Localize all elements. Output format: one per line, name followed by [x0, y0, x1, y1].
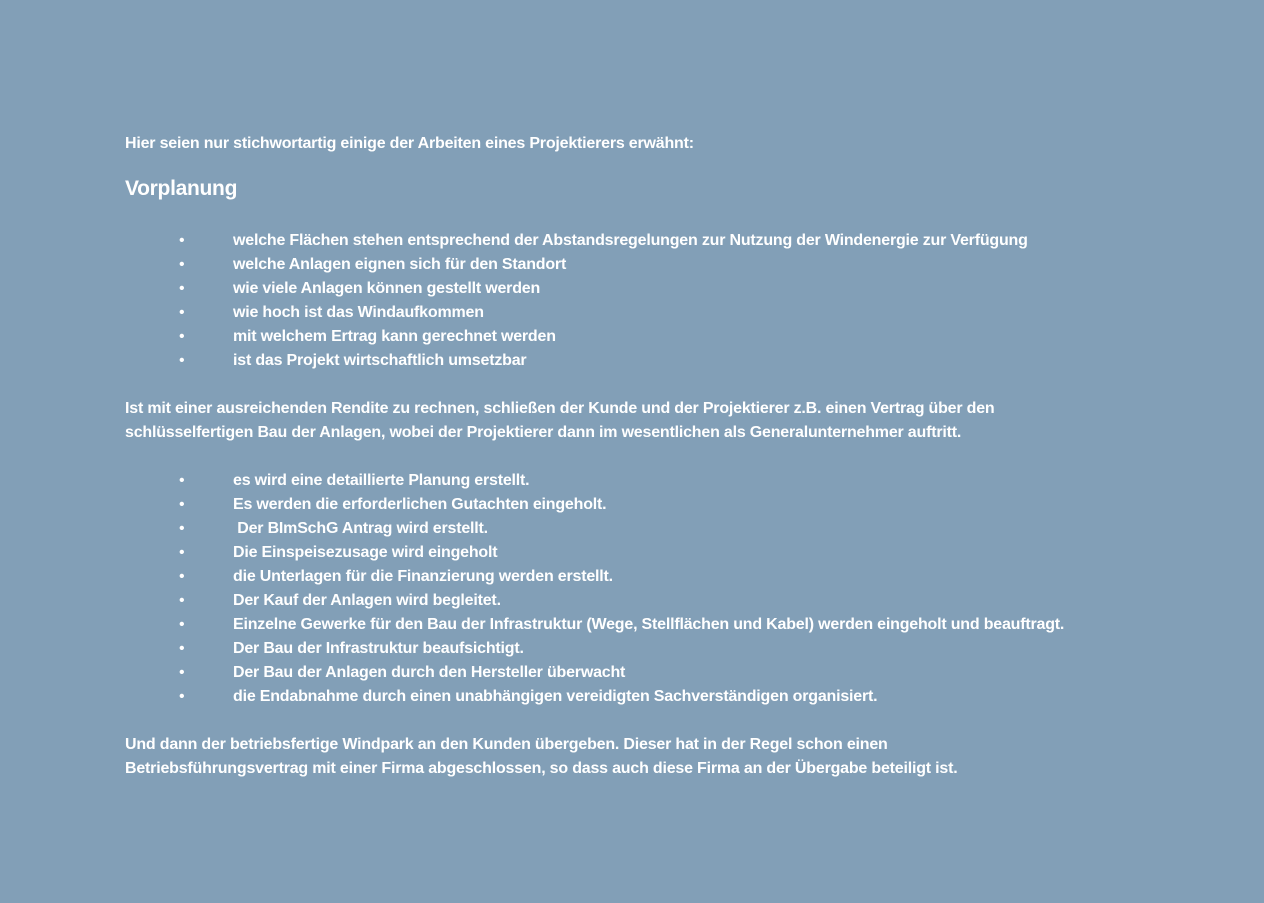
list-item — [125, 277, 1235, 301]
list-item-text: es wird eine detaillierte Planung erstellt. — [233, 472, 530, 489]
bullet-icon: • — [179, 592, 185, 609]
bullet-icon: • — [179, 568, 185, 585]
list-item — [125, 685, 1235, 709]
paragraph-line: Und dann der betriebsfertige Windpark an den Kunden übergeben. Dieser hat in der Regel schon einen — [125, 736, 888, 753]
paragraph-line: schlüsselfertigen Bau der Anlagen, wobei der Projektierer dann im wesentlichen als Generalunternehmer auftritt. — [125, 424, 962, 441]
list-item — [125, 301, 1235, 325]
bullet-list-vorplanung — [125, 229, 1235, 373]
list-item — [125, 661, 1235, 685]
list-item — [125, 637, 1235, 661]
document-content — [125, 132, 1235, 781]
list-item — [125, 325, 1235, 349]
list-item — [125, 589, 1235, 613]
bullet-icon: • — [179, 280, 185, 297]
bullet-icon: • — [179, 232, 185, 249]
list-item-text: wie viele Anlagen können gestellt werden — [233, 280, 541, 297]
bullet-icon: • — [179, 328, 185, 345]
bullet-list-tasks — [125, 469, 1235, 709]
bullet-icon: • — [179, 520, 185, 537]
list-item-text: wie hoch ist das Windaufkommen — [233, 304, 484, 321]
bullet-icon: • — [179, 472, 185, 489]
list-item-text: Der Kauf der Anlagen wird begleitet. — [233, 592, 501, 609]
list-item — [125, 613, 1235, 637]
list-item-text: Der BImSchG Antrag wird erstellt. — [233, 520, 488, 537]
bullet-icon: • — [179, 496, 185, 513]
bullet-icon: • — [179, 640, 185, 657]
paragraph-line: Ist mit einer ausreichenden Rendite zu rechnen, schließen der Kunde und der Projektierer z.B. einen Vertrag über den — [125, 400, 995, 417]
list-item-text: Die Einspeisezusage wird eingeholt — [233, 544, 498, 561]
section-heading-vorplanung: Vorplanung — [125, 177, 238, 200]
list-item — [125, 253, 1235, 277]
list-item-text: ist das Projekt wirtschaftlich umsetzbar — [233, 352, 527, 369]
list-item — [125, 469, 1235, 493]
paragraph-uebergabe — [125, 733, 1235, 781]
list-item — [125, 493, 1235, 517]
list-item-text: die Unterlagen für die Finanzierung werden erstellt. — [233, 568, 613, 585]
bullet-icon: • — [179, 304, 185, 321]
list-item — [125, 541, 1235, 565]
bullet-icon: • — [179, 256, 185, 273]
list-item-text: Einzelne Gewerke für den Bau der Infrastruktur (Wege, Stellflächen und Kabel) werden eingeholt und beauftragt. — [233, 616, 1065, 633]
list-item-text: Es werden die erforderlichen Gutachten eingeholt. — [233, 496, 607, 513]
list-item-text: die Endabnahme durch einen unabhängigen vereidigten Sachverständigen organisiert. — [233, 688, 878, 705]
list-item-text: welche Flächen stehen entsprechend der Abstandsregelungen zur Nutzung der Windenergie zur Verfügung — [233, 232, 1028, 249]
paragraph-line: Betriebsführungsvertrag mit einer Firma abgeschlossen, so dass auch diese Firma an der Übergabe beteiligt ist. — [125, 760, 958, 777]
list-item — [125, 565, 1235, 589]
list-item-text: mit welchem Ertrag kann gerechnet werden — [233, 328, 556, 345]
paragraph-rendite — [125, 397, 1235, 445]
list-item — [125, 229, 1235, 253]
list-item-text: Der Bau der Infrastruktur beaufsichtigt. — [233, 640, 524, 657]
list-item-text: Der Bau der Anlagen durch den Hersteller überwacht — [233, 664, 626, 681]
intro-text: Hier seien nur stichwortartig einige der Arbeiten eines Projektierers erwähnt: — [125, 135, 694, 152]
list-item — [125, 517, 1235, 541]
bullet-icon: • — [179, 352, 185, 369]
bullet-icon: • — [179, 664, 185, 681]
bullet-icon: • — [179, 544, 185, 561]
list-item — [125, 349, 1235, 373]
bullet-icon: • — [179, 616, 185, 633]
bullet-icon: • — [179, 688, 185, 705]
list-item-text: welche Anlagen eignen sich für den Standort — [233, 256, 567, 273]
